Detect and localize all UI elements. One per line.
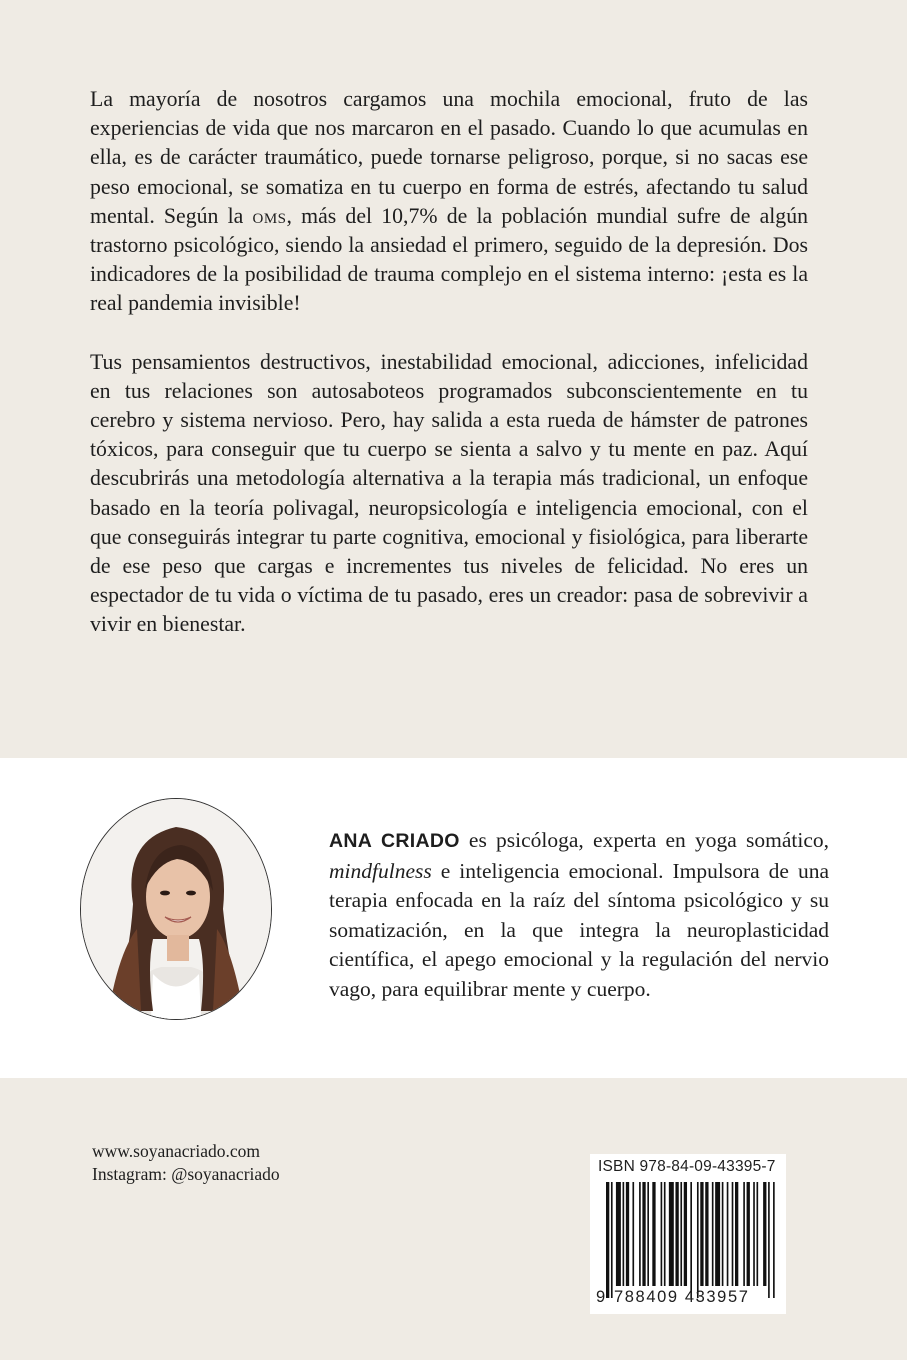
barcode-bar [639,1182,641,1286]
barcode-bar [616,1182,621,1286]
website-link[interactable]: www.soyanacriado.com [92,1141,260,1161]
barcode-bar [661,1182,663,1286]
barcode-bar [664,1182,666,1286]
barcode-bar [680,1182,682,1286]
bio-text: es psicóloga, experta en yoga somático, [459,828,830,852]
bio-italic-term: mindfulness [329,858,432,883]
synopsis-text: , más del 10,7% de la población mundial sufre de algún trastorno psicológico, siendo la ansiedad el primero, seguido de la depresión. Dos indicadores de la posibilidad de trauma complejo en el sistema interno: ¡esta es la real pandemia invisible! [90,203,809,316]
barcode-bar [606,1182,609,1298]
barcode-bar [642,1182,645,1286]
barcode-bar [768,1182,770,1298]
oms-acronym: oms [252,203,287,228]
barcode-number: 788409 433957 [614,1288,750,1306]
instagram-handle[interactable]: Instagram: @soyanacriado [92,1164,280,1184]
barcode-bar [735,1182,738,1286]
barcode-bar [623,1182,625,1286]
contact-info [92,1140,280,1186]
barcode-bar [705,1182,708,1286]
barcode-bar [669,1182,674,1286]
barcode-bar [753,1182,755,1286]
synopsis-text: La mayoría de nosotros cargamos una mochila emocional, fruto de las experiencias de vida que nos marcaron en el pasado. Cuando lo que acumulas en ella, es de carácter traumático, puede tornarse peligroso, porque, si no sacas ese peso emocional, se somatiza en tu cuerpo en forma de estrés, afectando tu salud mental. Según la [90,87,808,228]
barcode-graphic [606,1182,778,1298]
barcode-bar [697,1182,699,1298]
author-panel [0,758,907,1078]
bio-text: e inteligencia emocional. Impulsora de una terapia enfocada en la raíz del síntoma psicológico y su somatización, en la que integra la neuroplasticidad científica, el apego emocional y la regulación del nervio vago, para equilibrar mente y cuerpo. [329,858,829,1001]
barcode-bar [626,1182,629,1286]
barcode-bar [647,1182,649,1286]
isbn-barcode-block [590,1154,786,1314]
author-name: ANA CRIADO [329,830,460,852]
barcode-bar [712,1182,714,1286]
barcode-bar [757,1182,759,1286]
barcode-bar [700,1182,703,1286]
barcode-bar [732,1182,734,1286]
barcode-first-digit: 9 [596,1288,607,1306]
barcode-bar [675,1182,678,1286]
barcode-bar [715,1182,720,1286]
barcode-bar [611,1182,613,1298]
author-photo [80,798,272,1020]
synopsis [90,85,808,669]
barcode-bar [632,1182,634,1286]
barcode-bar [652,1182,655,1286]
barcode-bar [722,1182,724,1286]
barcode-bar [743,1182,745,1286]
barcode-bar [763,1182,766,1286]
author-portrait-illustration [81,799,271,1019]
barcode-bar [773,1182,775,1298]
back-cover-bottom [0,1078,907,1360]
author-bio [329,826,829,1004]
synopsis-paragraph-1 [90,85,808,319]
synopsis-paragraph-2: Tus pensamientos destructivos, inestabilidad emocional, adicciones, infelicidad en tus relaciones son autosaboteos programados subconscientemente en tu cerebro y sistema nervioso. Pero, hay salida a esta rueda de hámster de patrones tóxicos, para conseguir que tu cuerpo se sienta a salvo y tu mente en paz. Aquí descubrirás una metodología alternativa a la terapia más tradicional, un enfoque basado en la teoría polivagal, neuropsicología e inteligencia emocional, con el que conseguirás integrar tu parte cognitiva, emocional y fisiológica, para liberarte de ese peso que cargas e incrementes tus niveles de felicidad. No eres un espectador de tu vida o víctima de tu pasado, eres un creador: pasa de sobrevivir a vivir en bienestar. [90,349,808,637]
barcode-bar [727,1182,729,1286]
barcode-bar [690,1182,692,1298]
barcode-bar [747,1182,750,1286]
isbn-label: ISBN 978-84-09-43395-7 [598,1158,776,1175]
barcode-bar [684,1182,687,1286]
